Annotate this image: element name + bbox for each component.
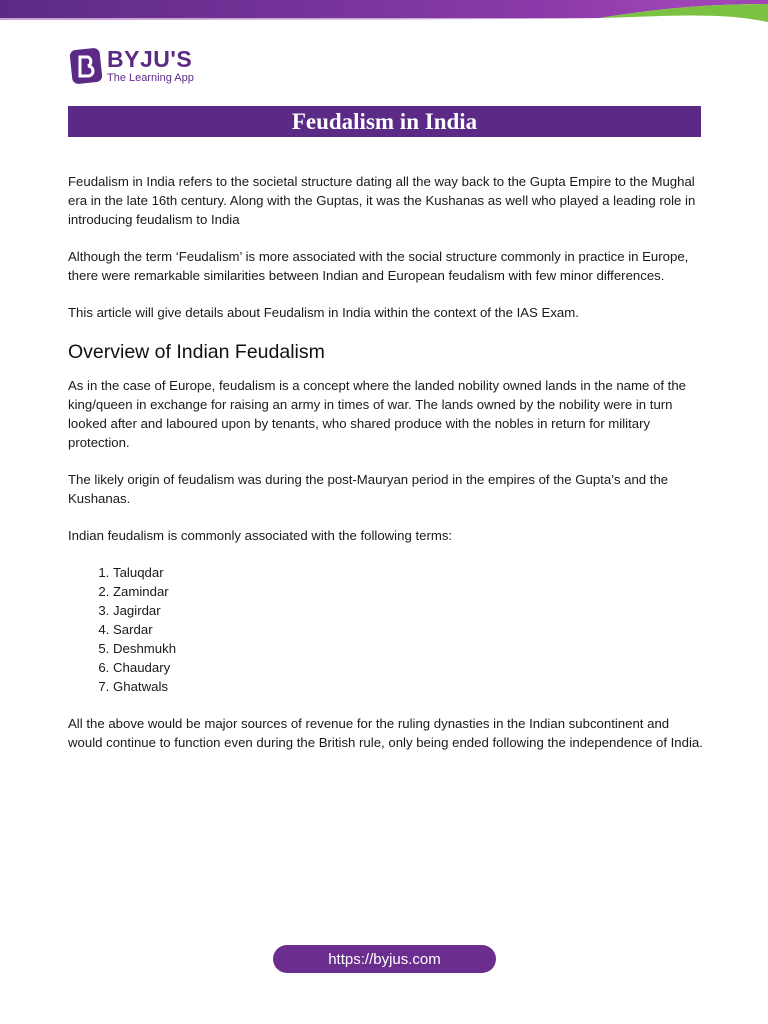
intro-paragraph: Feudalism in India refers to the societal structure dating all the way back to the Gupta Empire to the Mughal era in the late 16th century. Along with the Guptas, it was the Kushanas as well who played a leading role in introducing feudalism to India — [68, 174, 696, 227]
list-item: 5. Deshmukh — [113, 639, 704, 658]
closing-paragraph: All the above would be major sources of revenue for the ruling dynasties in the Indian subcontinent and would continue to function even during the British rule, only being ended following the independence of India. — [68, 716, 703, 750]
footer-url-pill[interactable] — [273, 945, 496, 973]
section-paragraph: As in the case of Europe, feudalism is a concept where the landed nobility owned lands in the name of the king/queen in exchange for raising an army in times of war. The lands owned by the nobility were in turn looked after and laboured upon by tenants, who shared produce with the nobles in return for military protection. — [68, 378, 686, 450]
section-heading: Overview of Indian Feudalism — [68, 341, 325, 363]
list-item: 1. Taluqdar — [113, 563, 704, 582]
list-item: 4. Sardar — [113, 620, 704, 639]
footer-url[interactable]: https://byjus.com — [328, 950, 441, 968]
list-item: 3. Jagirdar — [113, 601, 704, 620]
page-title: Feudalism in India — [291, 108, 478, 134]
list-item: 7. Ghatwals — [113, 677, 704, 696]
byjus-logo-mark-icon — [69, 47, 103, 85]
list-item: 6. Chaudary — [113, 658, 704, 677]
section-paragraph: The likely origin of feudalism was during the post-Mauryan period in the empires of the Gupta’s and the Kushanas. — [68, 472, 669, 506]
list-item: 2. Zamindar — [113, 582, 704, 601]
byjus-logo — [69, 46, 194, 86]
terms-list — [68, 563, 704, 696]
intro-paragraph: This article will give details about Feudalism in India within the context of the IAS Exam. — [68, 305, 579, 320]
document-body — [68, 172, 704, 770]
section-paragraph: Indian feudalism is commonly associated with the following terms: — [68, 528, 453, 543]
top-decorative-band — [0, 0, 768, 22]
title-bar — [68, 106, 701, 137]
logo-tagline: The Learning App — [107, 72, 194, 84]
logo-name: BYJU'S — [107, 46, 193, 72]
intro-paragraph: Although the term ‘Feudalism’ is more associated with the social structure commonly in practice in Europe, there were remarkable similarities between Indian and European feudalism with few minor differences. — [68, 249, 689, 283]
